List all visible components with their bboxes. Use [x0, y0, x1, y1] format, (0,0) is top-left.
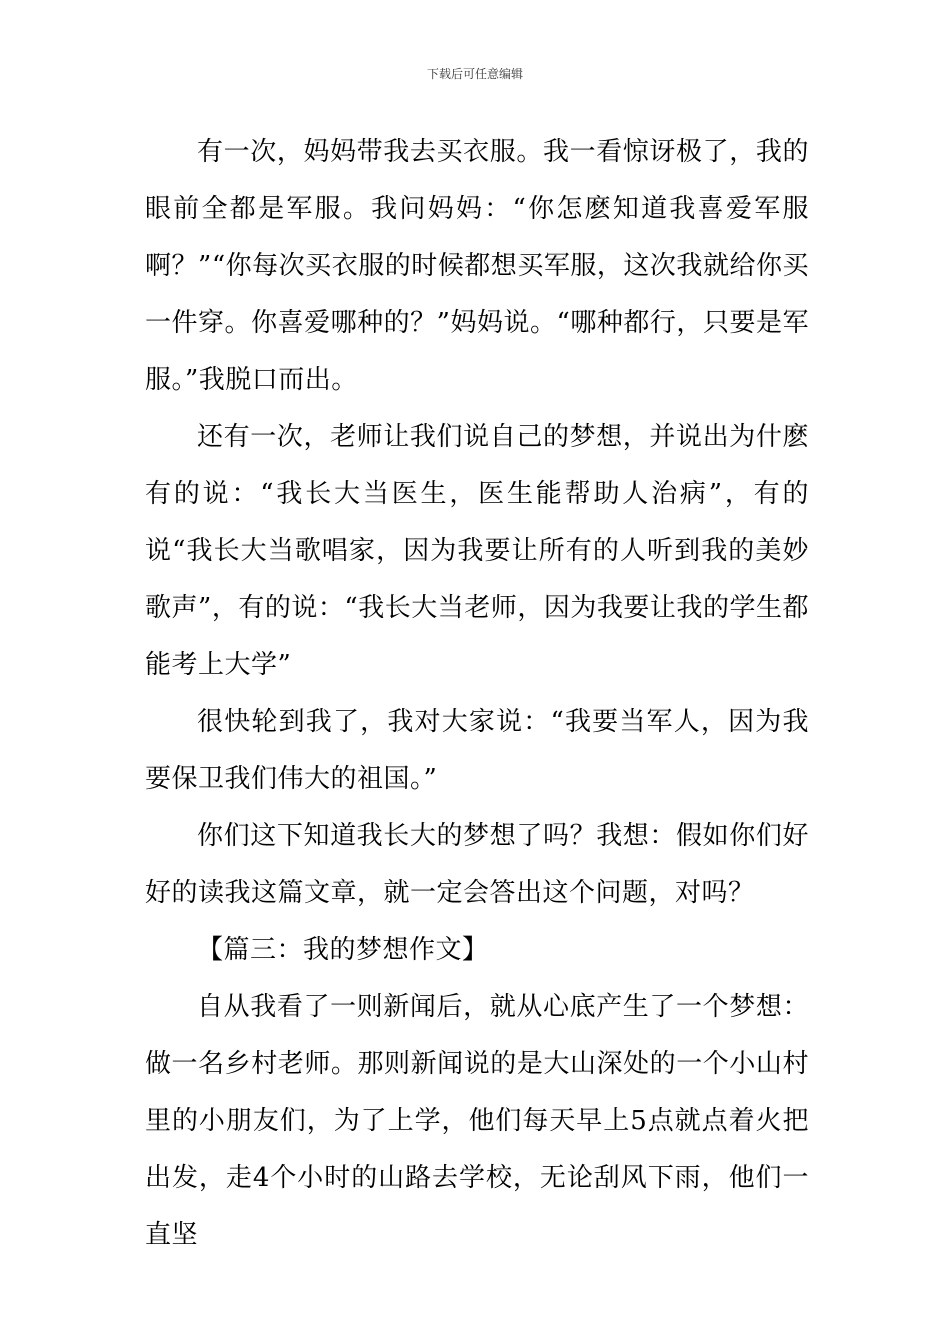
paragraph-class-dreams: 还有一次，老师让我们说自己的梦想，并说出为什麽有的说：“我长大当医生，医生能帮助人治病”，有的说“我长大当歌唱家，因为我要让所有的人听到我的美妙歌声”，有的说：“我长大当老师，因为我要让我的学生都能考上大学” — [145, 422, 809, 680]
paragraph-rural-teacher: 自从我看了一则新闻后，就从心底产生了一个梦想：做一名乡村老师。那则新闻说的是大山深处的一个小山村里的小朋友们，为了上学，他们每天早上5点就点着火把出发，走4个小时的山路去学校，无论刮风下雨，他们一直坚 — [145, 992, 809, 1250]
section-heading: 【篇三：我的梦想作文】 — [197, 935, 489, 965]
page-header-note: 下载后可任意编辑 — [426, 67, 523, 81]
paragraph-my-turn: 很快轮到我了，我对大家说：“我要当军人，因为我要保卫我们伟大的祖国。” — [145, 707, 809, 794]
paragraph-clothes-story: 有一次，妈妈带我去买衣服。我一看惊讶极了，我的眼前全都是军服。我问妈妈：“你怎麽知道我喜爱军服啊？”“你每次买衣服的时候都想买军服，这次我就给你买一件穿。你喜爱哪种的？”妈妈说。“哪种都行，只要是军服。”我脱口而出。 — [145, 137, 809, 395]
paragraph-question: 你们这下知道我长大的梦想了吗？我想：假如你们好好的读我这篇文章，就一定会答出这个问题，对吗？ — [145, 821, 809, 908]
document-body — [145, 124, 809, 1264]
